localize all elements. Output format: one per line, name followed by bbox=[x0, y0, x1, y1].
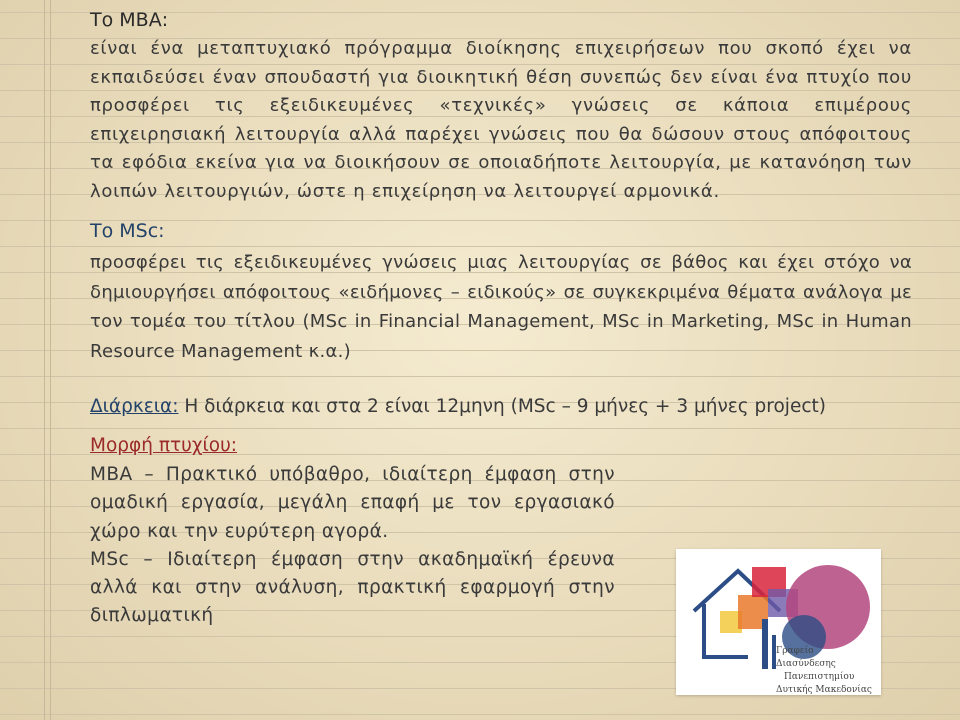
degree-form-mba: MBA – Πρακτικό υπόβαθρο, ιδιαίτερη έμφαση στην ομαδική εργασία, μεγάλη επαφή με τον εργασιακό χώρο και την ευρύτερη αγορά. bbox=[90, 464, 615, 542]
mba-heading: Το ΜΒΑ: bbox=[90, 9, 169, 31]
degree-form-heading bbox=[90, 432, 912, 460]
msc-heading: Το MSc: bbox=[90, 220, 165, 242]
logo-caption bbox=[776, 645, 876, 697]
logo-caption-line3: Δυτικής Μακεδονίας bbox=[776, 685, 872, 695]
duration-line bbox=[90, 393, 912, 421]
msc-section bbox=[90, 218, 912, 366]
degree-form-msc: MSc – Ιδιαίτερη έμφαση στην ακαδημαϊκή έρευνα αλλά και στην ανάλυση, πρακτική εφαρμογή στην διπλωματική bbox=[90, 548, 615, 627]
mba-section bbox=[90, 7, 912, 206]
liaison-office-logo bbox=[676, 549, 881, 695]
msc-description: προσφέρει τις εξειδικευμένες γνώσεις μιας λειτουργίας σε βάθος και έχει στόχο να δημιουργήσει απόφοιτους «ειδήμονες – ειδικούς» σε συγκεκριμένα θέματα ανάλογα με τον τομέα του τίτλου (MSc in Financial Management, MSc in Marketing, MSc in Human Resource Management κ.α.) bbox=[90, 252, 912, 362]
logo-caption-line1: Γραφείο Διασύνδεσης bbox=[776, 646, 836, 669]
duration-text: Η διάρκεια και στα 2 είναι 12μηνη (MSc – 9 μήνες + 3 μήνες project) bbox=[178, 396, 826, 417]
duration-label: Διάρκεια: bbox=[90, 396, 179, 417]
mba-description: είναι ένα μεταπτυχιακό πρόγραμμα διοίκησης επιχειρήσεων που σκοπό έχει να εκπαιδεύσει έναν σπουδαστή για διοικητική θέση συνεπώς δεν είναι ένα πτυχίο που προσφέρει τις εξειδικευμένες «τεχνικές» γνώσεις σε κάποια επιμέρους επιχειρησιακή λειτουργία αλλά παρέχει γνώσεις που θα δώσουν στους απόφοιτους τα εφόδια εκείνα για να διοικήσουν σε οποιαδήποτε λειτουργία, με κατανόηση των λοιπών λειτουργιών, ώστε η επιχείρηση να λειτουργεί αρμονικά. bbox=[90, 38, 912, 202]
logo-caption-line2: Πανεπιστημίου bbox=[784, 672, 855, 682]
paper-margin-line-1 bbox=[44, 0, 45, 720]
degree-form-label: Μορφή πτυχίου: bbox=[90, 435, 238, 456]
paper-margin-line-2 bbox=[50, 0, 51, 720]
